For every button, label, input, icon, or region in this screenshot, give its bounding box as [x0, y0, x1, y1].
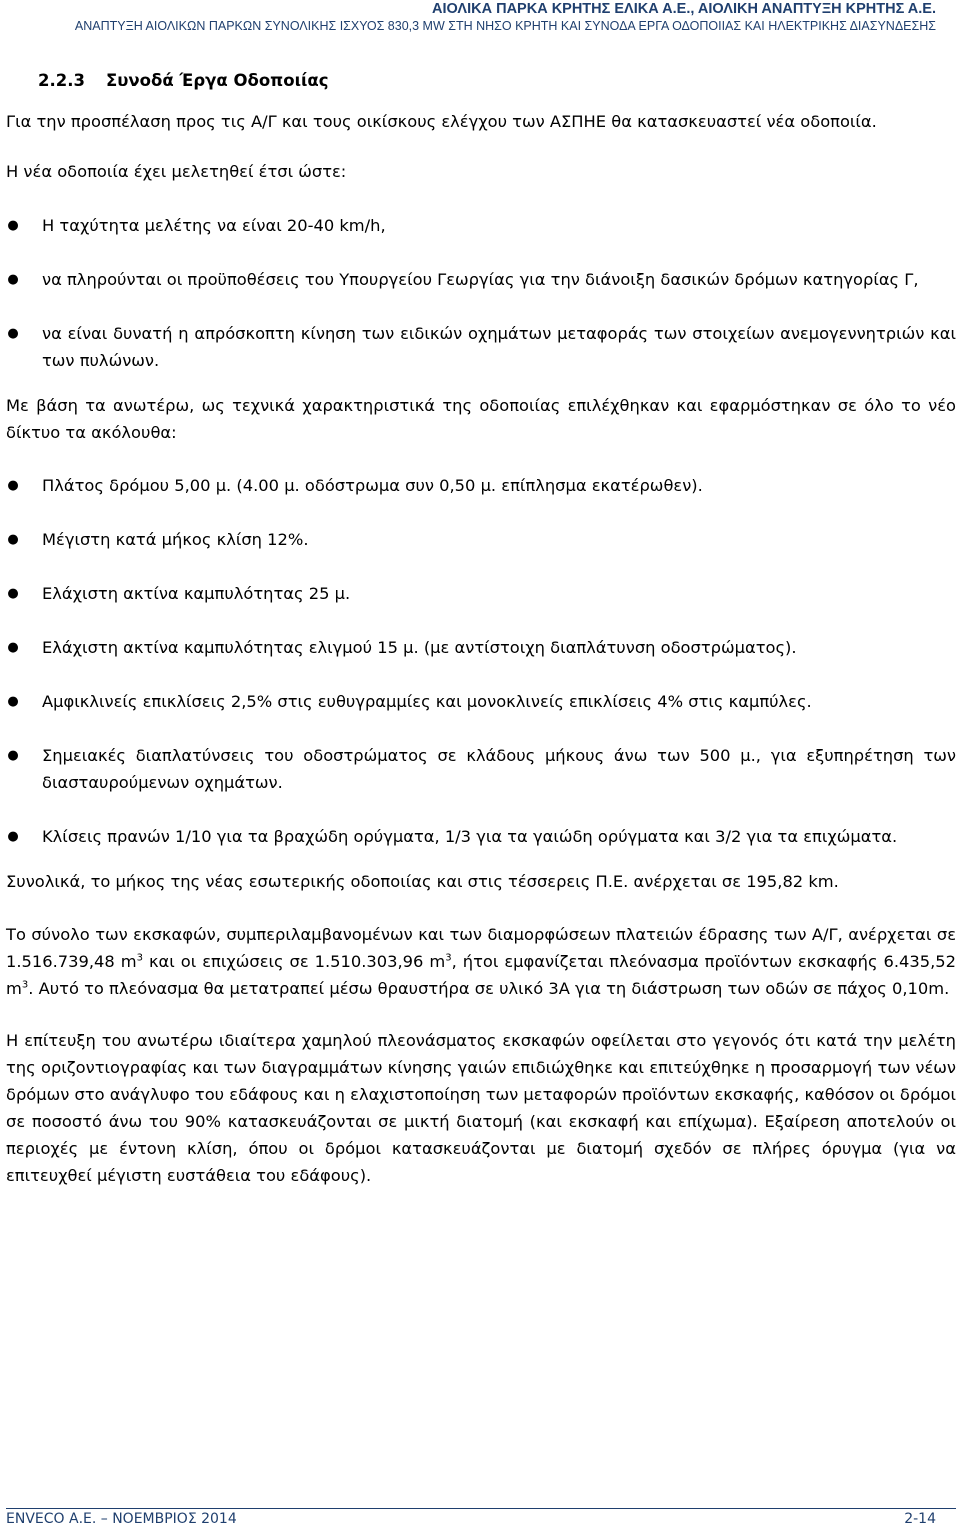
list-item: ● Ελάχιστη ακτίνα καμπυλότητας ελιγμού 15 μ. (με αντίστοιχη διαπλάτυνση οδοστρώματος).: [6, 634, 956, 661]
footer-company-date: ENVECO Α.Ε. – ΝΟΕΜΒΡΙΟΣ 2014: [6, 1511, 237, 1527]
bullet-icon: ●: [7, 748, 19, 763]
list-item: ● Μέγιστη κατά μήκος κλίση 12%.: [6, 526, 956, 553]
list-item: ● Ελάχιστη ακτίνα καμπυλότητας 25 μ.: [6, 580, 956, 607]
header-title: ΑΙΟΛΙΚΑ ΠΑΡΚΑ ΚΡΗΤΗΣ ΕΛΙΚΑ Α.Ε., ΑΙΟΛΙΚΗ ΑΝΑΠΤΥΞΗ ΚΡΗΤΗΣ Α.Ε.: [432, 1, 936, 17]
bullet-icon: ●: [7, 532, 19, 547]
paragraph-characteristics-intro: Με βάση τα ανωτέρω, ως τεχνικά χαρακτηριστικά της οδοποιίας επιλέχθηκαν και εφαρμόστηκαν σε όλο το νέο δίκτυο τα ακόλουθα:: [6, 396, 956, 442]
paragraph-earthworks: Το σύνολο των εκσκαφών, συμπεριλαμβανομένων και των διαμορφώσεων πλατειών έδρασης των Α/Γ, ανέρχεται σε 1.516.739,48 $m^3$ και οι επιχώσεις σε 1.510.303,96 $m^3$, ήτοι εμφανίζεται πλεόνασμα προϊόντων εκσκαφής 6.435,52 $m^3$. Αυτό το πλεόνασμα θα μετατραπεί μέσω θραυστήρα σε υλικό 3Α για τη διάστρωση των οδών σε πάχος 0,10m.: [6, 925, 957, 998]
paragraph-total-length: Συνολικά, το μήκος της νέας εσωτερικής οδοποιίας και στις τέσσερεις Π.Ε. ανέρχεται σε 195,82 km.: [6, 872, 839, 891]
list-item: ● Πλάτος δρόμου 5,00 μ. (4.00 μ. οδόστρωμα συν 0,50 μ. επίπλησμα εκατέρωθεν).: [6, 472, 956, 499]
paragraph-design-intro: Η νέα οδοποιία έχει μελετηθεί έτσι ώστε:: [6, 162, 347, 181]
bullet-icon: ●: [7, 272, 19, 287]
footer-divider: [6, 1508, 956, 1509]
page-header: [0, 0, 960, 35]
bullet-icon: ●: [7, 478, 19, 493]
bullet-icon: ●: [7, 694, 19, 709]
list-item: ● να πληρούνται οι προϋποθέσεις του Υπουργείου Γεωργίας για την διάνοιξη δασικών δρόμων κατηγορίας Γ,: [6, 266, 956, 293]
list-item: ● Σημειακές διαπλατύνσεις του οδοστρώματος σε κλάδους μήκους άνω των 500 μ., για εξυπηρέτηση των διασταυρούμενων οχημάτων.: [6, 742, 956, 796]
header-subtitle: ΑΝΑΠΤΥΞΗ ΑΙΟΛΙΚΩΝ ΠΑΡΚΩΝ ΣΥΝΟΛΙΚΗΣ ΙΣΧΥΟΣ 830,3 MW ΣΤΗ ΝΗΣΟ ΚΡΗΤΗ ΚΑΙ ΣΥΝΟΔΑ ΕΡΓΑ ΟΔΟΠΟΙΙΑΣ ΚΑΙ ΗΛΕΚΤΡΙΚΗΣ ΔΙΑΣΥΝΔΕΣΗΣ: [74, 19, 936, 33]
paragraph-surplus-explanation: Η επίτευξη του ανωτέρω ιδιαίτερα χαμηλού πλεονάσματος εκσκαφών οφείλεται στο γεγονός ότι κατά την μελέτη της οριζοντιογραφίας και των διαγραμμάτων κίνησης γαιών επιδιώχθηκε και επιτεύχθηκε η προσαρμογή των νέων δρόμων στο ανάγλυφο του εδάφους και η ελαχιστοποίηση των μεταφορών προϊόντων εκσκαφής, καθόσον οι δρόμοι σε ποσοστό άνω του 90% κατασκευάζονται σε μικτή διατομή (και εκσκαφή και επίχωμα). Εξαίρεση αποτελούν οι περιοχές με έντονη κλίση, όπου οι δρόμοι κατασκευάζονται με διατομή σχεδόν σε πλήρες όρυγμα (για να επιτευχθεί μέγιστη ευστάθεια του εδάφους).: [6, 1031, 956, 1185]
list-item: ● Η ταχύτητα μελέτης να είναι 20-40 km/h,: [6, 212, 956, 239]
bullet-icon: ●: [7, 586, 19, 601]
bullet-icon: ●: [7, 640, 19, 655]
bullet-icon: ●: [7, 326, 19, 341]
list-item: ● να είναι δυνατή η απρόσκοπτη κίνηση των ειδικών οχημάτων μεταφοράς των στοιχείων ανεμογεννητριών και των πυλώνων.: [6, 320, 956, 374]
list-item: ● Κλίσεις πρανών 1/10 για τα βραχώδη ορύγματα, 1/3 για τα γαιώδη ορύγματα και 3/2 για τα επιχώματα.: [6, 823, 956, 850]
section-title: Συνοδά Έργα Οδοποιίας: [106, 71, 329, 90]
page-number: 2-14: [904, 1511, 936, 1527]
technical-characteristics-list: [6, 472, 956, 850]
section-heading: [38, 67, 956, 94]
section-number: 2.2.3: [38, 71, 85, 90]
list-item: ● Αμφικλινείς επικλίσεις 2,5% στις ευθυγραμμίες και μονοκλινείς επικλίσεις 4% στις καμπύλες.: [6, 688, 956, 715]
page-footer: [6, 1508, 956, 1527]
bullet-icon: ●: [7, 829, 19, 844]
paragraph-access: Για την προσπέλαση προς τις Α/Γ και τους οικίσκους ελέγχου των ΑΣΠΗΕ θα κατασκευαστεί νέα οδοποιία.: [6, 112, 877, 131]
design-criteria-list: [6, 212, 956, 374]
document-body: [6, 60, 956, 1189]
bullet-icon: ●: [7, 218, 19, 233]
